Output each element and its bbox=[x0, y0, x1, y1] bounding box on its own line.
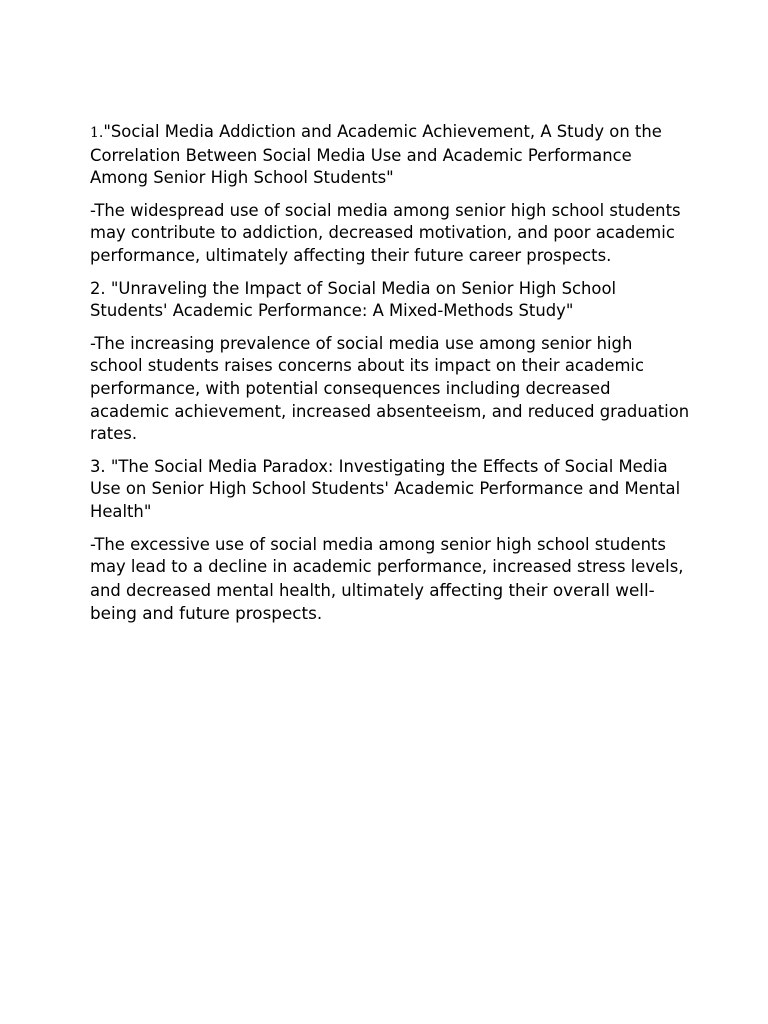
item-2-title: 2. "Unraveling the Impact of Social Media on Senior High School Students' Academic Performance: A Mixed-Methods Study" bbox=[90, 278, 617, 321]
item-1-title bbox=[90, 121, 690, 190]
item-3-statement-end: affecting their overall well-being and future prospects. bbox=[90, 579, 655, 624]
item-3-title: 3. "The Social Media Paradox: Investigating the Effects of Social Media Use on Senior High School Students' Academic Performance and Mental Health" bbox=[90, 456, 681, 521]
item-1-number: 1. bbox=[90, 125, 104, 141]
item-3-statement-main: -The excessive use of social media among senior high school students may lead to a decline in academic performance, increased stress levels, and decreased mental health, ultimately bbox=[90, 534, 684, 600]
item-2-statement: -The increasing prevalence of social media use among senior high school students raises concerns about its impact on their academic performance, with potential consequences including decreased academic achievement, increased absenteeism, and reduced graduation rates. bbox=[90, 333, 690, 444]
item-1-title-text: "Social Media Addiction and Academic Achievement, A Study on the Correlation Between Social Media Use and Academic Performance Among Senior High School Students" bbox=[90, 122, 662, 188]
item-3-statement bbox=[90, 534, 690, 626]
item-1-statement: -The widespread use of social media among senior high school students may contribute to addiction, decreased motivation, and poor academic performance, ultimately affecting their future career prospects. bbox=[90, 200, 681, 265]
document-body bbox=[90, 121, 690, 636]
